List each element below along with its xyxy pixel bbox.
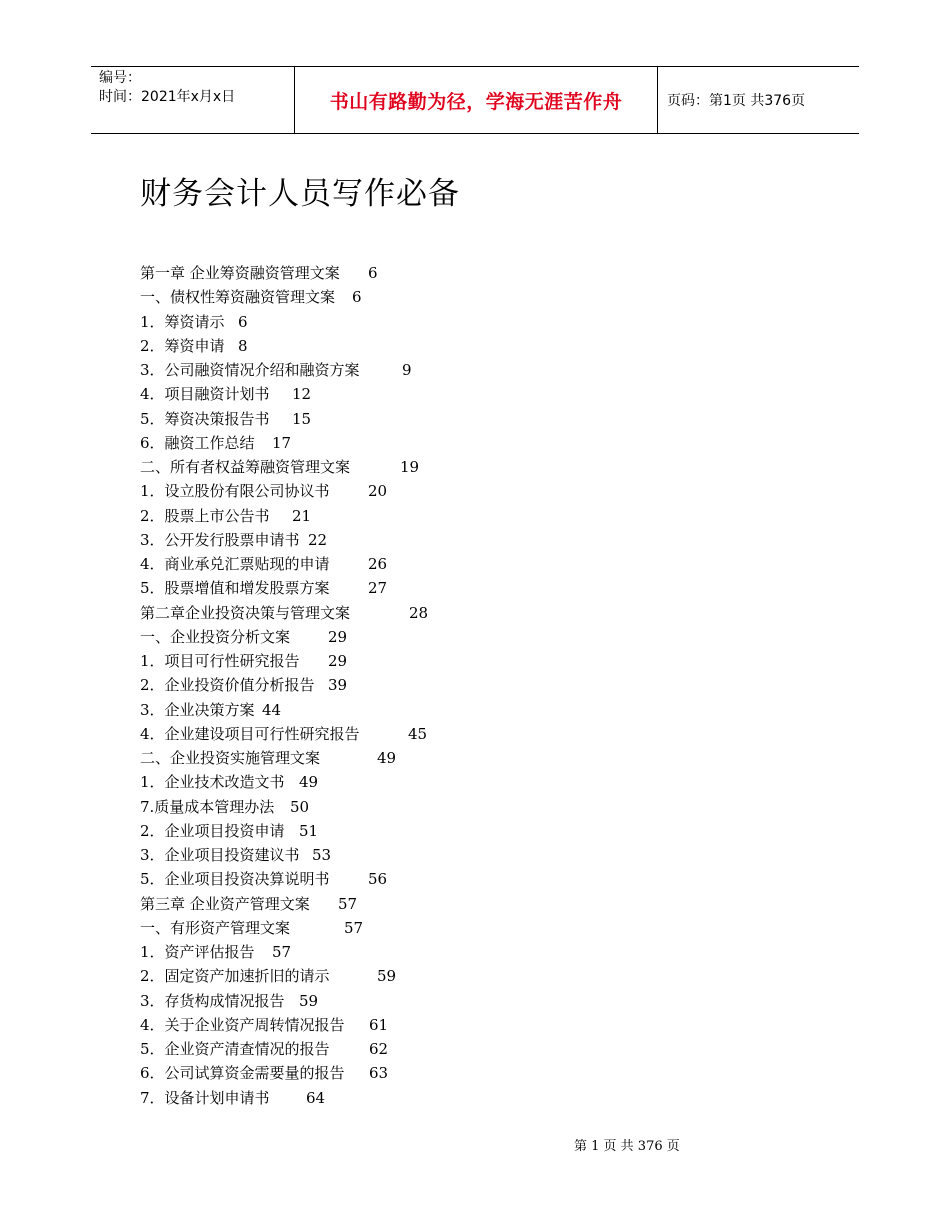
toc-entry-title: 一、债权性筹资融资管理文案 <box>140 288 336 307</box>
header-motto: 书山有路勤为径，学海无涯苦作舟 <box>329 90 623 113</box>
toc-entry[interactable] <box>140 576 470 600</box>
toc-entry[interactable] <box>140 310 470 334</box>
toc-entry-title: 2．固定资产加速折旧的请示 <box>140 967 330 986</box>
toc-entry[interactable] <box>140 770 470 794</box>
toc-entry[interactable] <box>140 1013 470 1037</box>
toc-entry[interactable] <box>140 843 470 867</box>
toc-entry[interactable] <box>140 479 470 503</box>
toc-entry-title: 3．存货构成情况报告 <box>140 991 285 1010</box>
toc-entry[interactable] <box>140 601 470 625</box>
toc-entry-page-number: 62 <box>369 1040 389 1058</box>
toc-entry[interactable] <box>140 649 470 673</box>
toc-entry-title: 5．企业项目投资决算说明书 <box>140 870 330 889</box>
toc-entry-page-number: 59 <box>377 967 397 986</box>
toc-entry-title: 3．公司融资情况介绍和融资方案 <box>140 361 360 379</box>
toc-entry-page-number: 17 <box>272 433 292 452</box>
toc-entry-page-number: 59 <box>299 991 319 1010</box>
toc-entry-page-number: 50 <box>290 797 310 816</box>
page-footer: 第 1 页 共 376 页 <box>574 1139 680 1154</box>
toc-entry-page-number: 21 <box>292 506 312 525</box>
toc-entry-page-number: 49 <box>377 749 397 767</box>
toc-entry[interactable] <box>140 625 470 649</box>
header-page-info: 页码：第1页 共376页 <box>667 93 806 109</box>
toc-entry-page-number: 57 <box>272 943 292 961</box>
toc-entry-title: 3．企业项目投资建议书 <box>140 846 300 864</box>
toc-entry[interactable] <box>140 431 470 455</box>
toc-entry-page-number: 29 <box>328 627 348 646</box>
toc-entry[interactable] <box>140 528 470 552</box>
toc-entry[interactable] <box>140 964 470 988</box>
header-left-cell <box>91 67 295 133</box>
toc-entry-title: 2．企业投资价值分析报告 <box>140 676 315 695</box>
toc-entry[interactable] <box>140 1061 470 1085</box>
toc-entry[interactable] <box>140 1037 470 1061</box>
toc-entry-title: 6．融资工作总结 <box>140 433 255 452</box>
toc-entry-title: 4．关于企业资产周转情况报告 <box>140 1015 345 1034</box>
toc-entry[interactable] <box>140 552 470 576</box>
toc-entry[interactable] <box>140 358 470 382</box>
toc-entry-page-number: 45 <box>408 724 428 743</box>
toc-entry[interactable] <box>140 504 470 528</box>
toc-entry[interactable] <box>140 819 470 843</box>
toc-entry-title: 4．项目融资计划书 <box>140 385 270 404</box>
toc-entry-title: 2．股票上市公告书 <box>140 506 270 525</box>
toc-entry-page-number: 49 <box>299 773 319 792</box>
toc-entry-page-number: 6 <box>368 264 378 282</box>
toc-entry-page-number: 22 <box>308 530 328 549</box>
toc-entry-page-number: 12 <box>292 385 312 404</box>
toc-entry-title: 5．筹资决策报告书 <box>140 409 270 428</box>
toc-entry-title: 2．企业项目投资申请 <box>140 821 285 840</box>
document-number-label: 编号： <box>99 70 141 86</box>
toc-entry[interactable] <box>140 455 470 479</box>
toc-entry[interactable] <box>140 261 470 285</box>
toc-entry-title: 5．股票增值和增发股票方案 <box>140 579 330 598</box>
toc-entry[interactable] <box>140 746 470 770</box>
toc-entry-page-number: 64 <box>306 1088 326 1107</box>
toc-entry[interactable] <box>140 334 470 358</box>
toc-entry-title: 3．企业决策方案 <box>140 700 255 719</box>
toc-entry-page-number: 61 <box>369 1015 389 1034</box>
toc-entry-page-number: 63 <box>369 1064 389 1083</box>
document-time-label: 时间：2021年x月x日 <box>99 89 236 105</box>
toc-entry[interactable] <box>140 867 470 891</box>
toc-entry-title: 1．资产评估报告 <box>140 943 255 961</box>
toc-entry-title: 二、企业投资实施管理文案 <box>140 749 321 767</box>
table-of-contents <box>140 261 470 1110</box>
toc-entry-title: 第一章 企业筹资融资管理文案 <box>140 264 340 282</box>
toc-entry-page-number: 29 <box>328 652 348 670</box>
toc-entry[interactable] <box>140 892 470 916</box>
toc-entry-title: 第三章 企业资产管理文案 <box>140 894 310 913</box>
header-motto-cell <box>295 67 658 133</box>
toc-entry[interactable] <box>140 795 470 819</box>
toc-entry-title: 1．项目可行性研究报告 <box>140 652 300 670</box>
toc-entry-title: 一、企业投资分析文案 <box>140 627 291 646</box>
toc-entry-title: 1．筹资请示 <box>140 312 225 331</box>
toc-entry-page-number: 44 <box>262 700 282 719</box>
toc-entry-page-number: 57 <box>338 894 358 913</box>
toc-entry-page-number: 28 <box>409 603 429 622</box>
toc-entry[interactable] <box>140 916 470 940</box>
toc-entry-page-number: 8 <box>238 336 248 355</box>
toc-entry[interactable] <box>140 989 470 1013</box>
toc-entry-title: 7.质量成本管理办法 <box>140 797 275 816</box>
toc-entry-title: 5．企业资产清查情况的报告 <box>140 1040 330 1058</box>
toc-entry-page-number: 6 <box>352 288 362 307</box>
toc-entry[interactable] <box>140 673 470 697</box>
toc-entry-title: 3．公开发行股票申请书 <box>140 530 300 549</box>
toc-entry-page-number: 53 <box>312 846 332 864</box>
toc-entry-page-number: 9 <box>402 361 412 379</box>
toc-entry-page-number: 26 <box>368 555 388 573</box>
toc-entry-title: 6．公司试算资金需要量的报告 <box>140 1064 345 1083</box>
toc-entry[interactable] <box>140 698 470 722</box>
toc-entry-page-number: 6 <box>238 312 248 331</box>
toc-entry-title: 一、有形资产管理文案 <box>140 918 291 937</box>
toc-entry-page-number: 51 <box>299 821 319 840</box>
toc-entry-page-number: 15 <box>292 409 312 428</box>
toc-entry[interactable] <box>140 940 470 964</box>
toc-entry-title: 1．设立股份有限公司协议书 <box>140 482 330 501</box>
toc-entry-title: 4．企业建设项目可行性研究报告 <box>140 724 360 743</box>
toc-entry-title: 第二章企业投资决策与管理文案 <box>140 603 351 622</box>
toc-entry-title: 1．企业技术改造文书 <box>140 773 285 792</box>
toc-entry-page-number: 39 <box>328 676 348 695</box>
document-title: 财务会计人员写作必备 <box>140 176 460 212</box>
toc-entry-title: 4．商业承兑汇票贴现的申请 <box>140 555 330 573</box>
toc-entry-page-number: 19 <box>400 458 420 476</box>
toc-entry-title: 2．筹资申请 <box>140 336 225 355</box>
toc-entry[interactable] <box>140 407 470 431</box>
toc-entry[interactable] <box>140 722 470 746</box>
toc-entry[interactable] <box>140 382 470 406</box>
toc-entry-page-number: 57 <box>344 918 364 937</box>
toc-entry-page-number: 27 <box>368 579 388 598</box>
toc-entry-page-number: 20 <box>368 482 388 501</box>
toc-entry-title: 二、所有者权益筹融资管理文案 <box>140 458 351 476</box>
toc-entry-title: 7．设备计划申请书 <box>140 1088 270 1107</box>
toc-entry-page-number: 56 <box>368 870 388 889</box>
page-header <box>91 66 859 134</box>
toc-entry[interactable] <box>140 285 470 309</box>
toc-entry[interactable] <box>140 1086 470 1110</box>
